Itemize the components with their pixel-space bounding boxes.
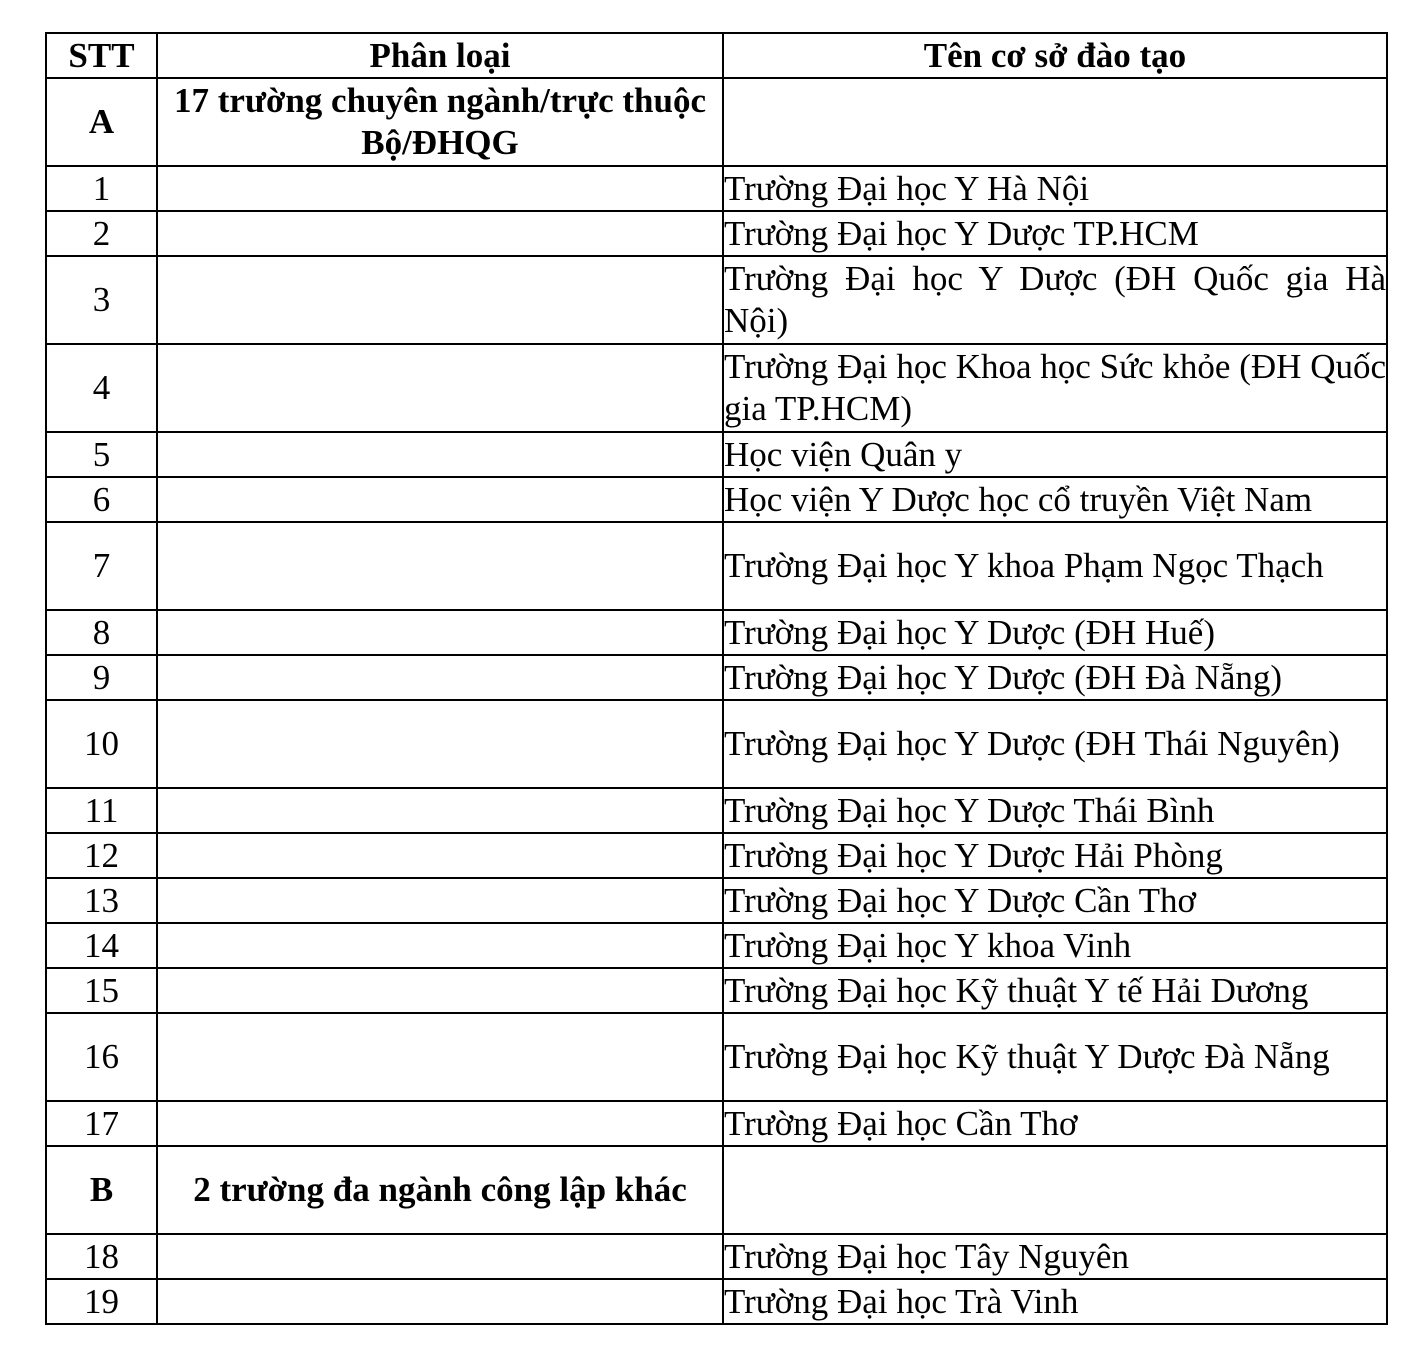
table-row xyxy=(46,655,1387,700)
table-row xyxy=(46,211,1387,256)
category-cell xyxy=(157,833,723,878)
name-cell: Trường Đại học Y khoa Vinh xyxy=(723,923,1387,968)
stt-cell: 3 xyxy=(46,256,157,344)
stt-cell: 15 xyxy=(46,968,157,1013)
table-row xyxy=(46,166,1387,211)
stt-cell: 10 xyxy=(46,700,157,788)
name-cell xyxy=(723,1146,1387,1234)
category-cell xyxy=(157,1234,723,1279)
name-cell: Trường Đại học Y Hà Nội xyxy=(723,166,1387,211)
category-cell xyxy=(157,1101,723,1146)
category-cell xyxy=(157,522,723,610)
header-category: Phân loại xyxy=(157,33,723,78)
table-row xyxy=(46,700,1387,788)
name-cell: Trường Đại học Y Dược TP.HCM xyxy=(723,211,1387,256)
stt-cell: A xyxy=(46,78,157,166)
table-row-group-b xyxy=(46,1146,1387,1234)
table-row xyxy=(46,610,1387,655)
table-row-group-a xyxy=(46,78,1387,166)
stt-cell: 11 xyxy=(46,788,157,833)
table-row xyxy=(46,432,1387,477)
name-cell: Học viện Quân y xyxy=(723,432,1387,477)
table-row xyxy=(46,1013,1387,1101)
table-row xyxy=(46,1234,1387,1279)
table-header-row xyxy=(46,33,1387,78)
category-cell xyxy=(157,788,723,833)
stt-cell: 4 xyxy=(46,344,157,432)
name-cell: Trường Đại học Cần Thơ xyxy=(723,1101,1387,1146)
name-cell: Trường Đại học Y khoa Phạm Ngọc Thạch xyxy=(723,522,1387,610)
table-row xyxy=(46,522,1387,610)
name-cell: Trường Đại học Kỹ thuật Y Dược Đà Nẵng xyxy=(723,1013,1387,1101)
category-cell xyxy=(157,432,723,477)
category-cell xyxy=(157,610,723,655)
category-cell xyxy=(157,166,723,211)
stt-cell: 17 xyxy=(46,1101,157,1146)
stt-cell: 6 xyxy=(46,477,157,522)
stt-cell: 9 xyxy=(46,655,157,700)
category-cell xyxy=(157,477,723,522)
category-cell xyxy=(157,878,723,923)
table-row xyxy=(46,923,1387,968)
name-cell: Trường Đại học Trà Vinh xyxy=(723,1279,1387,1324)
stt-cell: 12 xyxy=(46,833,157,878)
category-cell xyxy=(157,256,723,344)
table-row xyxy=(46,833,1387,878)
category-cell xyxy=(157,923,723,968)
stt-cell: 2 xyxy=(46,211,157,256)
category-cell: 17 trường chuyên ngành/trực thuộc Bộ/ĐHQG xyxy=(157,78,723,166)
table-row xyxy=(46,477,1387,522)
stt-cell: 13 xyxy=(46,878,157,923)
table-row xyxy=(46,878,1387,923)
name-cell: Trường Đại học Y Dược (ĐH Thái Nguyên) xyxy=(723,700,1387,788)
name-cell: Trường Đại học Y Dược (ĐH Đà Nẵng) xyxy=(723,655,1387,700)
stt-cell: 16 xyxy=(46,1013,157,1101)
table-row xyxy=(46,1279,1387,1324)
name-cell: Trường Đại học Khoa học Sức khỏe (ĐH Quốc gia TP.HCM) xyxy=(723,344,1387,432)
name-cell: Trường Đại học Y Dược Cần Thơ xyxy=(723,878,1387,923)
table-row xyxy=(46,968,1387,1013)
category-cell xyxy=(157,1013,723,1101)
header-stt: STT xyxy=(46,33,157,78)
name-cell xyxy=(723,78,1387,166)
header-name: Tên cơ sở đào tạo xyxy=(723,33,1387,78)
category-cell xyxy=(157,700,723,788)
stt-cell: 5 xyxy=(46,432,157,477)
stt-cell: 18 xyxy=(46,1234,157,1279)
stt-cell: 14 xyxy=(46,923,157,968)
stt-cell: 8 xyxy=(46,610,157,655)
table-row xyxy=(46,256,1387,344)
name-cell: Trường Đại học Tây Nguyên xyxy=(723,1234,1387,1279)
name-cell: Trường Đại học Y Dược (ĐH Huế) xyxy=(723,610,1387,655)
category-cell xyxy=(157,344,723,432)
table-row xyxy=(46,344,1387,432)
table-row xyxy=(46,788,1387,833)
category-cell: 2 trường đa ngành công lập khác xyxy=(157,1146,723,1234)
table-row xyxy=(46,1101,1387,1146)
name-cell: Trường Đại học Y Dược Thái Bình xyxy=(723,788,1387,833)
category-cell xyxy=(157,1279,723,1324)
name-cell: Trường Đại học Y Dược Hải Phòng xyxy=(723,833,1387,878)
category-cell xyxy=(157,211,723,256)
category-cell xyxy=(157,655,723,700)
stt-cell: B xyxy=(46,1146,157,1234)
stt-cell: 7 xyxy=(46,522,157,610)
stt-cell: 1 xyxy=(46,166,157,211)
stt-cell: 19 xyxy=(46,1279,157,1324)
name-cell: Trường Đại học Kỹ thuật Y tế Hải Dương xyxy=(723,968,1387,1013)
category-cell xyxy=(157,968,723,1013)
name-cell: Học viện Y Dược học cổ truyền Việt Nam xyxy=(723,477,1387,522)
name-cell: Trường Đại học Y Dược (ĐH Quốc gia Hà Nội) xyxy=(723,256,1387,344)
training-institutions-table xyxy=(45,32,1388,1325)
